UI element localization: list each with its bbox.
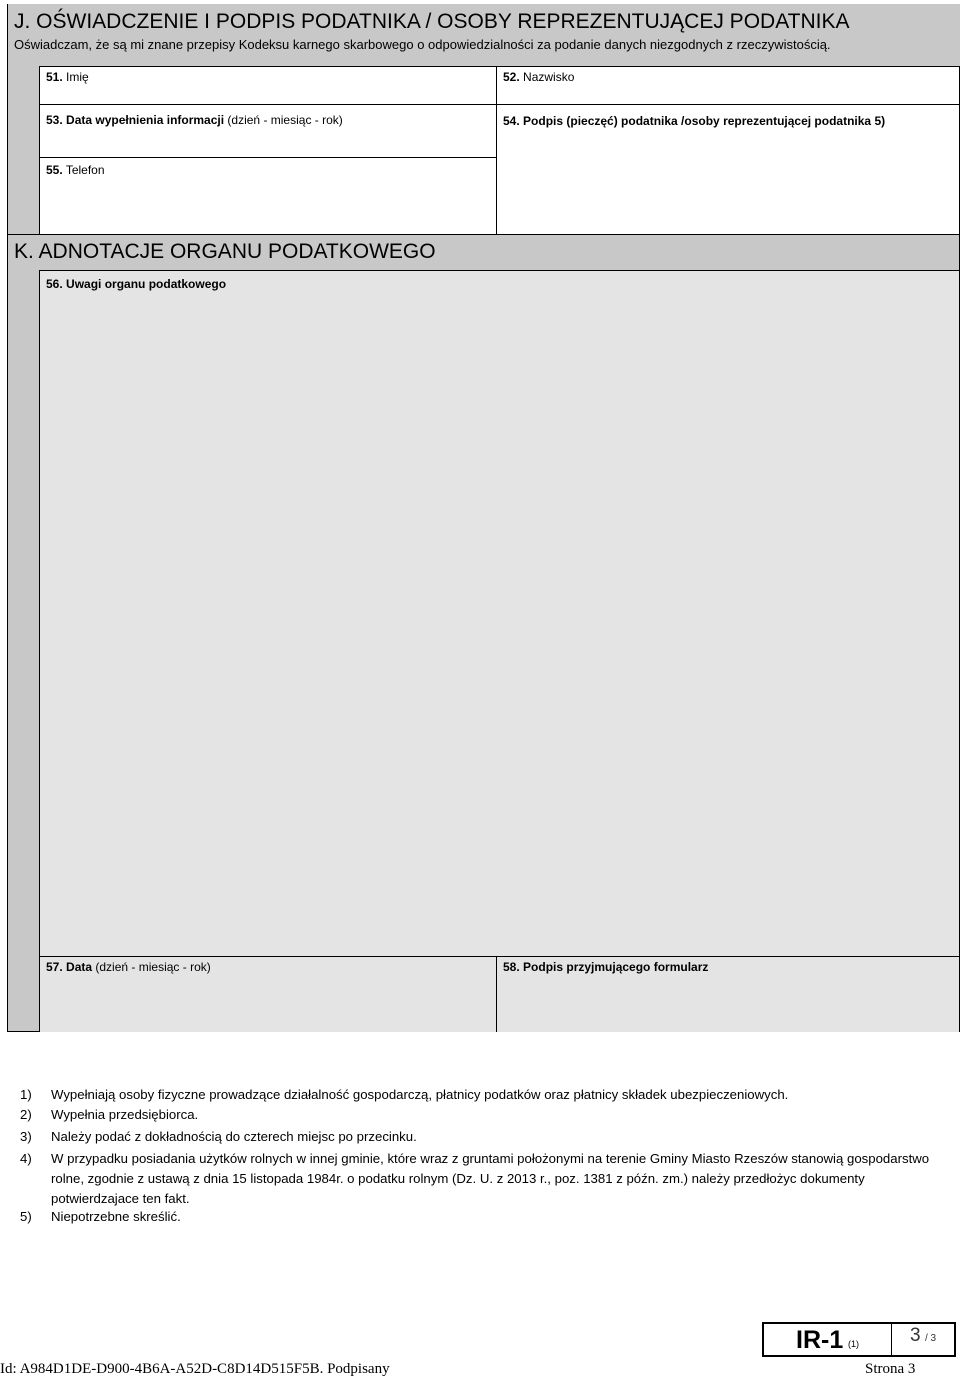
footnote-text: Wypełnia przedsiębiorca. xyxy=(51,1107,199,1122)
page-total: / 3 xyxy=(925,1333,937,1344)
field-57-label xyxy=(46,960,211,974)
field-58-text: Podpis przyjmującego formularz xyxy=(523,960,709,974)
field-53-data-wypelnienia[interactable] xyxy=(39,104,496,157)
field-58-podpis-przyjmujacego[interactable] xyxy=(496,956,960,1032)
field-52-text: Nazwisko xyxy=(523,70,575,84)
field-54-text: Podpis (pieczęć) podatnika /osoby reprezentującej podatnika xyxy=(523,114,872,128)
footnote-number: 3) xyxy=(20,1129,32,1144)
footnote-number: 5) xyxy=(20,1209,32,1224)
form-code: IR-1 xyxy=(796,1326,844,1354)
field-55-text: Telefon xyxy=(65,163,105,177)
footnote-1 xyxy=(20,1085,940,1105)
form-version: (1) xyxy=(848,1339,859,1349)
field-51-label xyxy=(46,70,89,84)
section-k-title: K. ADNOTACJE ORGANU PODATKOWEGO xyxy=(14,240,436,263)
field-54-podpis[interactable] xyxy=(496,104,960,234)
page-number: Strona 3 xyxy=(865,1361,916,1377)
field-53-text: Data wypełnienia informacji xyxy=(66,113,225,127)
field-57-data[interactable] xyxy=(39,956,496,1032)
footnote-text: Wypełniają osoby fizyczne prowadzące działalność gospodarczą, płatnicy podatków oraz płatnicy składek ubezpieczeniowych. xyxy=(51,1087,789,1102)
field-51-imie[interactable] xyxy=(39,66,496,104)
footnote-text: W przypadku posiadania użytków rolnych w innej gminie, które wraz z gruntami położonymi na terenie Gminy Miasto Rzeszów stanowią gospodarstwo rolne, zgodnie z ustawą z dnia 15 listopada 1984r. o podatku rolnym (Dz. U. z 2013 r., poz. 1381 z późn. zm.) należy przedłożyc dokumenty potwierdzajace ten fakt. xyxy=(51,1151,930,1206)
field-53-hint: (dzień - miesiąc - rok) xyxy=(227,113,343,127)
section-j-statement: Oświadczam, że są mi znane przepisy Kodeksu karnego skarbowego o odpowiedzialności za podanie danych niezgodnych z rzeczywistością. xyxy=(14,37,831,52)
field-56-text: Uwagi organu podatkowego xyxy=(66,277,227,291)
field-53-label xyxy=(46,113,343,127)
footnote-2 xyxy=(20,1105,940,1125)
footnote-number: 1) xyxy=(20,1087,32,1102)
field-55-number: 55. xyxy=(46,163,63,177)
field-55-label xyxy=(46,163,105,177)
footnote-number: 2) xyxy=(20,1107,32,1122)
field-56-label xyxy=(46,277,226,291)
document-id: Id: A984D1DE-D900-4B6A-A52D-C8D14D515F5B. Podpisany xyxy=(0,1361,390,1377)
page-current: 3 xyxy=(910,1325,921,1346)
field-56-uwagi[interactable] xyxy=(39,270,960,956)
footnote-4 xyxy=(20,1149,940,1209)
footnote-5 xyxy=(20,1207,940,1227)
footnote-text: Niepotrzebne skreślić. xyxy=(51,1209,181,1224)
field-56-number: 56. xyxy=(46,277,63,291)
field-54-number: 54. xyxy=(503,114,520,128)
field-54-note: 5) xyxy=(874,114,886,128)
footnote-number: 4) xyxy=(20,1151,32,1166)
field-51-text: Imię xyxy=(66,70,89,84)
footnote-3 xyxy=(20,1127,940,1147)
footnote-text: Należy podać z dokładnością do czterech miejsc po przecinku. xyxy=(51,1129,417,1144)
field-53-number: 53. xyxy=(46,113,63,127)
field-51-number: 51. xyxy=(46,70,63,84)
field-52-nazwisko[interactable] xyxy=(496,66,960,104)
section-j-margin xyxy=(7,66,39,234)
field-57-hint: (dzień - miesiąc - rok) xyxy=(95,960,211,974)
form-badge xyxy=(762,1322,956,1357)
form-code-box xyxy=(764,1324,892,1355)
field-58-label xyxy=(503,960,708,974)
field-54-label xyxy=(503,114,885,128)
field-57-text: Data xyxy=(66,960,93,974)
section-j-header xyxy=(7,4,960,66)
field-55-telefon[interactable] xyxy=(39,157,496,234)
field-52-label xyxy=(503,70,574,84)
field-57-number: 57. xyxy=(46,960,63,974)
field-58-number: 58. xyxy=(503,960,520,974)
field-52-number: 52. xyxy=(503,70,520,84)
section-j-title: J. OŚWIADCZENIE I PODPIS PODATNIKA / OSOBY REPREZENTUJĄCEJ PODATNIKA xyxy=(14,10,850,33)
